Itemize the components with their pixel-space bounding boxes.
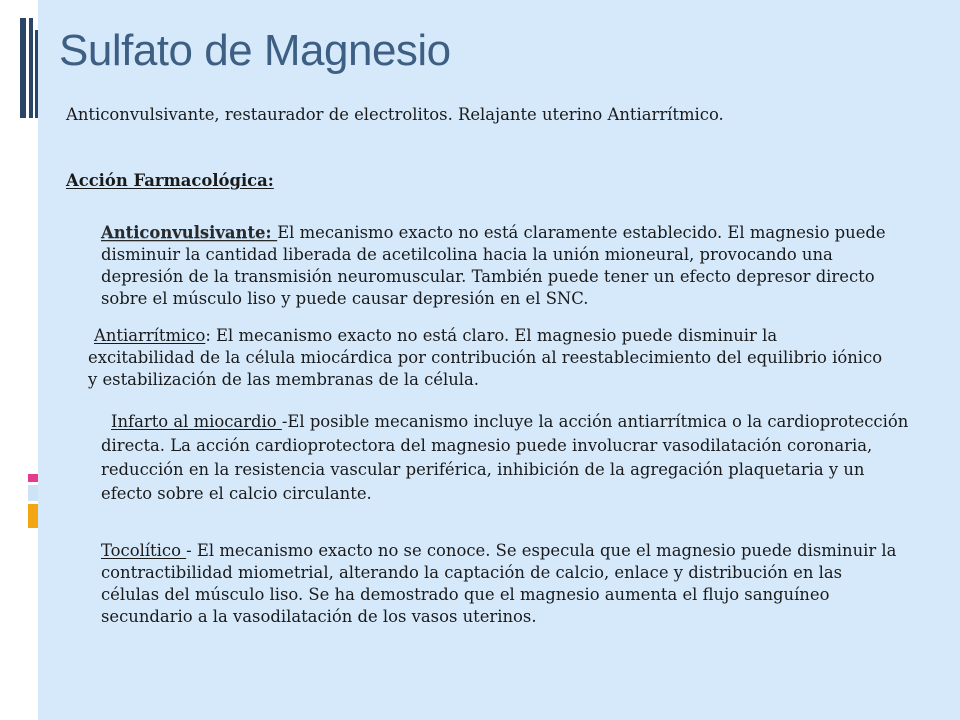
decorative-bar (29, 18, 33, 118)
slide-title: Sulfato de Magnesio (59, 26, 451, 75)
section-heading (66, 170, 274, 192)
label-anticonvulsivante: Anticonvulsivante: (101, 223, 278, 242)
text-tocolitico: - El mecanismo exacto no se conoce. Se especula que el magnesio puede disminuir la contractibilidad miometrial, alterando la captación de calcio, enlace y distribución en las células del músculo liso. Se ha demostrado que el magnesio aumenta el flujo sanguíneo secundario a la vasodilatación de los vasos uterinos. (101, 541, 897, 626)
section-heading-text: Acción Farmacológica: (66, 171, 274, 190)
decorative-block-orange (28, 504, 38, 528)
decorative-bar (35, 30, 38, 118)
paragraph-infarto (101, 410, 916, 506)
decorative-bar (20, 18, 26, 118)
label-tocolitico: Tocolítico (101, 541, 187, 560)
decorative-bars-top (0, 0, 40, 130)
label-infarto: Infarto al miocardio (111, 412, 282, 431)
paragraph-tocolitico (101, 540, 901, 628)
label-antiarritmico: Antiarrítmico (94, 326, 206, 345)
decorative-block-pink (28, 474, 38, 482)
text-infarto: -El posible mecanismo incluye la acción antiarrítmica o la cardioprotección directa. La acción cardioprotectora del magnesio puede involucrar vasodilatación coronaria, reducción en la resistencia vascular periférica, inhibición de la agregación plaquetaria y un efecto sobre el calcio circulante. (101, 412, 909, 503)
paragraph-antiarritmico (88, 325, 888, 391)
decorative-block-light (28, 485, 38, 501)
text-antiarritmico: : El mecanismo exacto no está claro. El magnesio puede disminuir la excitabilidad de la célula miocárdica por contribución al reestablecimiento del equilibrio iónico y estabilización de las membranas de la célula. (88, 326, 883, 389)
text-anticonvulsivante: El mecanismo exacto no está claramente establecido. El magnesio puede disminuir la cantidad liberada de acetilcolina hacia la unión mioneural, provocando una depresión de la transmisión neuromuscular. También puede tener un efecto depresor directo sobre el músculo liso y puede causar depresión en el SNC. (101, 223, 886, 308)
paragraph-anticonvulsivante (101, 222, 901, 310)
slide-subtitle: Anticonvulsivante, restaurador de electrolitos. Relajante uterino Antiarrítmico. (66, 105, 724, 124)
